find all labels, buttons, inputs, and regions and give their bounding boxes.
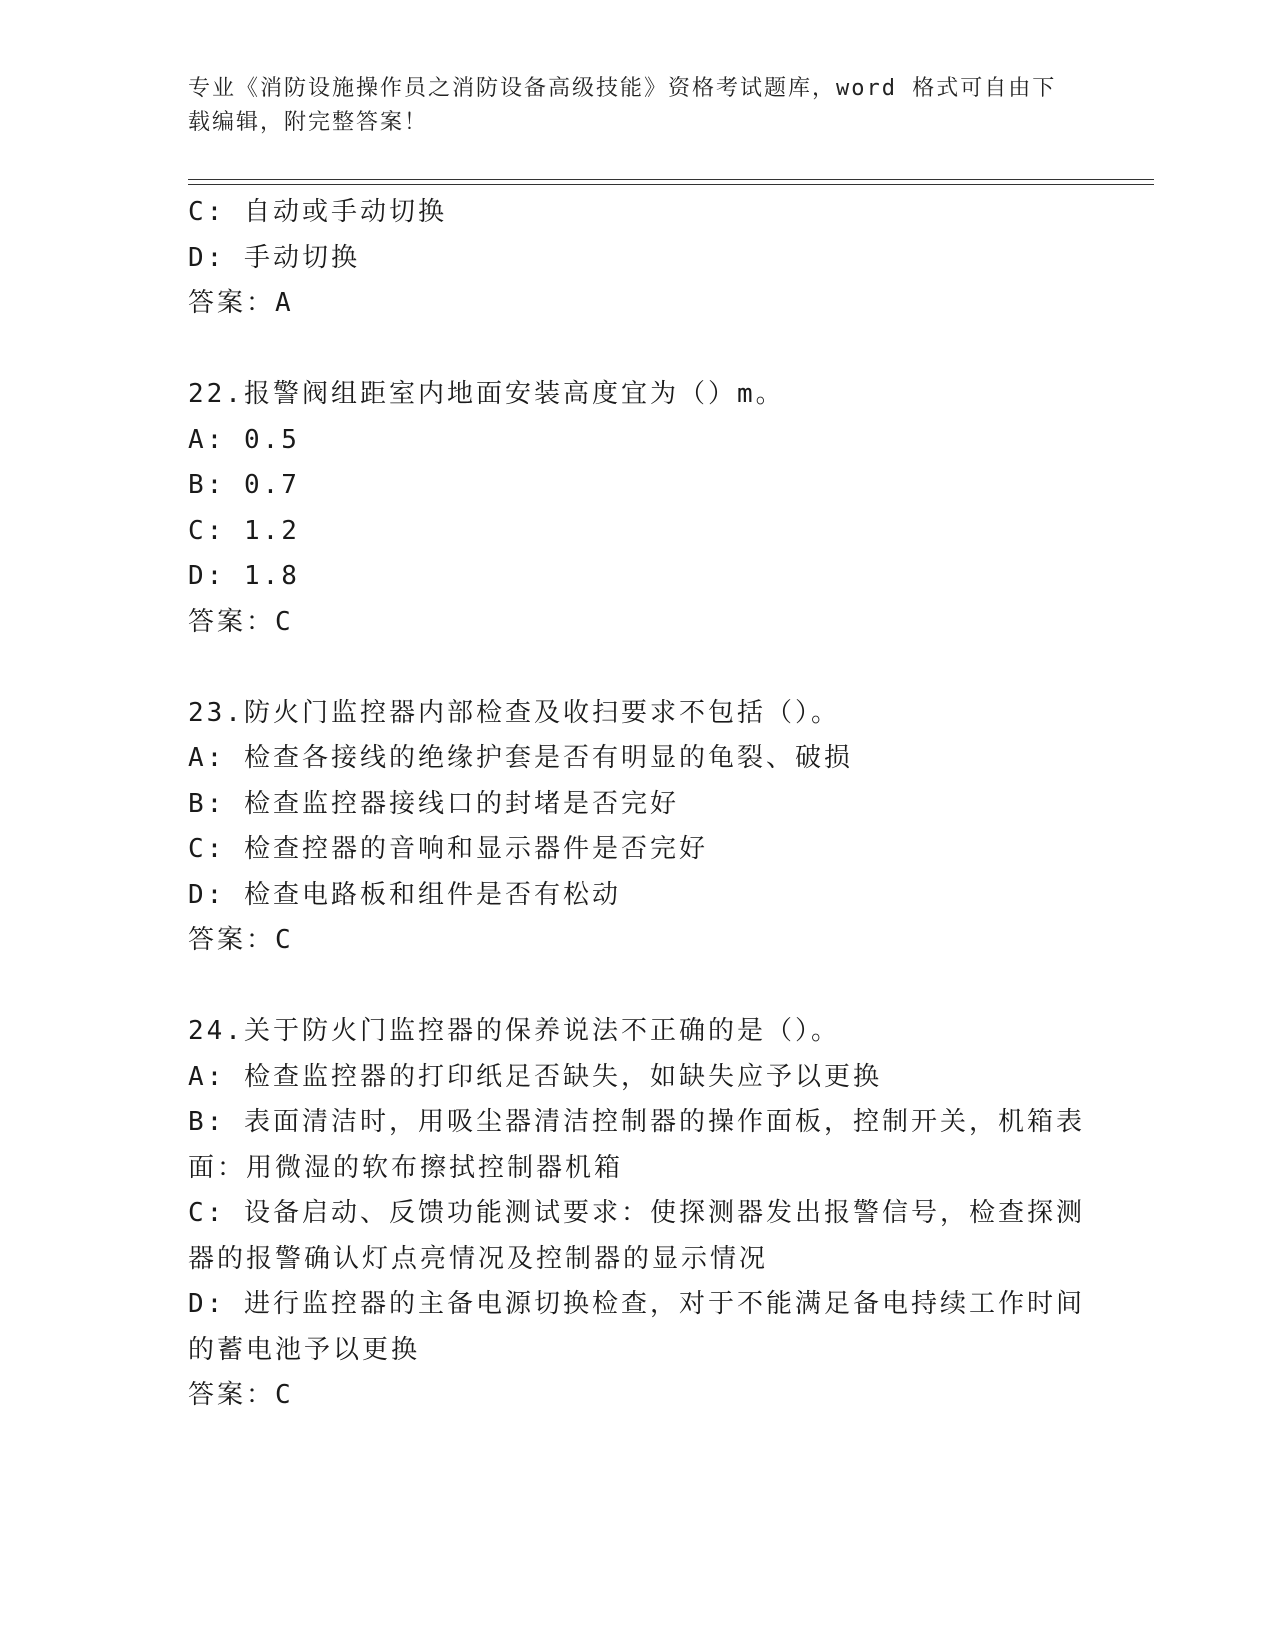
spacer bbox=[188, 964, 1088, 1010]
option-a: A: 检查监控器的打印纸足否缺失，如缺失应予以更换 bbox=[188, 1061, 882, 1092]
option-a: A: 0.5 bbox=[188, 424, 300, 455]
option-b: B: 0.7 bbox=[188, 470, 300, 500]
spacer bbox=[188, 645, 1088, 691]
answer: 答案：C bbox=[188, 1380, 294, 1410]
option-b-line-2: 面：用微湿的软布擦拭控制器机箱 bbox=[188, 1152, 624, 1183]
header-line-1: 专业《消防设施操作员之消防设备高级技能》资格考试题库，word 格式可自由下 bbox=[188, 76, 1057, 101]
option-a: A: 检查各接线的绝缘护套是否有明显的龟裂、破损 bbox=[188, 743, 853, 773]
header-rule-bottom bbox=[188, 184, 1154, 185]
document-header bbox=[188, 72, 1068, 140]
question-24 bbox=[188, 1009, 1088, 1419]
question-23 bbox=[188, 691, 1088, 964]
option-c-line-2: 器的报警确认灯点亮情况及控制器的显示情况 bbox=[188, 1243, 769, 1274]
answer: 答案：C bbox=[188, 606, 294, 637]
option-c: C: 自动或手动切换 bbox=[188, 197, 447, 227]
question-text: 24.关于防火门监控器的保养说法不正确的是（）。 bbox=[188, 1016, 840, 1046]
answer: 答案：C bbox=[188, 925, 294, 955]
spacer bbox=[188, 327, 1088, 373]
option-c-line-1: C: 设备启动、反馈功能测试要求：使探测器发出报警信号，检查探测 bbox=[188, 1198, 1085, 1228]
option-d: D: 手动切换 bbox=[188, 242, 360, 273]
option-c: C: 检查控器的音响和显示器件是否完好 bbox=[188, 834, 708, 864]
question-list bbox=[188, 190, 1088, 1419]
question-21-tail bbox=[188, 190, 1088, 327]
option-d: D: 1.8 bbox=[188, 561, 300, 591]
question-text: 22.报警阀组距室内地面安装高度宜为（）m。 bbox=[188, 379, 785, 409]
header-rule-top bbox=[188, 179, 1154, 180]
option-d-line-2: 的蓄电池予以更换 bbox=[188, 1334, 421, 1365]
question-22 bbox=[188, 372, 1088, 645]
option-b: B: 检查监控器接线口的封堵是否完好 bbox=[188, 788, 679, 819]
answer: 答案：A bbox=[188, 288, 294, 318]
header-line-2: 载编辑，附完整答案！ bbox=[188, 110, 429, 135]
option-d-line-1: D: 进行监控器的主备电源切换检查，对于不能满足备电持续工作时间 bbox=[188, 1289, 1085, 1319]
option-d: D: 检查电路板和组件是否有松动 bbox=[188, 879, 621, 910]
question-text: 23.防火门监控器内部检查及收扫要求不包括（）。 bbox=[188, 697, 840, 728]
option-b-line-1: B: 表面清洁时，用吸尘器清洁控制器的操作面板，控制开关，机箱表 bbox=[188, 1107, 1085, 1137]
option-c: C: 1.2 bbox=[188, 515, 300, 546]
